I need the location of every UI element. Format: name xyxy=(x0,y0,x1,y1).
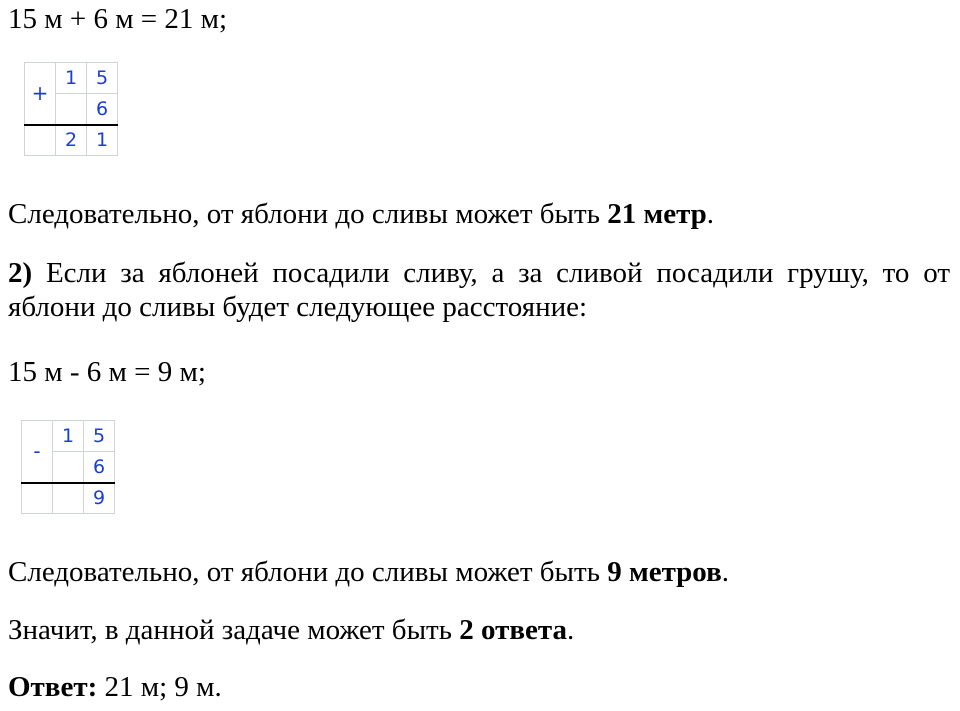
column-addition-table xyxy=(24,62,118,156)
result-cell xyxy=(53,483,84,514)
equation-addition: 15 м + 6 м = 21 м; xyxy=(8,3,228,35)
conclusion-1-text: Следовательно, от яблони до сливы может быть xyxy=(8,198,608,230)
conclusion-1 xyxy=(8,197,714,231)
digit-cell: 1 xyxy=(53,421,84,452)
plus-sign: + xyxy=(25,63,56,125)
case-2-text: Если за яблоней посадили сливу, а за сливой посадили грушу, то от яблони до сливы будет следующее расстояние: xyxy=(8,257,950,323)
conclusion-2-text: Следовательно, от яблони до сливы может быть xyxy=(8,556,608,588)
result-cell: 2 xyxy=(56,125,87,156)
equation-subtraction: 15 м - 6 м = 9 м; xyxy=(8,356,206,388)
summary-end: . xyxy=(566,614,575,646)
result-cell: 1 xyxy=(87,125,118,156)
conclusion-2-bold: 9 метров xyxy=(607,556,722,588)
summary-bold: 2 ответа xyxy=(459,614,567,646)
digit-cell: 6 xyxy=(87,94,118,125)
answer xyxy=(8,670,222,704)
result-cell: 9 xyxy=(84,483,115,514)
answer-value: 21 м; 9 м. xyxy=(97,671,222,703)
result-cell xyxy=(22,483,53,514)
summary-text: Значит, в данной задаче может быть xyxy=(8,614,460,646)
digit-cell xyxy=(53,452,84,483)
digit-cell: 1 xyxy=(56,63,87,94)
digit-cell: 5 xyxy=(84,421,115,452)
result-cell xyxy=(25,125,56,156)
answer-label: Ответ: xyxy=(8,671,98,703)
digit-cell xyxy=(56,94,87,125)
minus-sign: - xyxy=(22,421,53,483)
summary xyxy=(8,613,574,647)
conclusion-1-end: . xyxy=(706,198,715,230)
conclusion-2 xyxy=(8,555,729,589)
conclusion-1-bold: 21 метр xyxy=(607,198,707,230)
case-2-paragraph xyxy=(8,256,950,324)
conclusion-2-end: . xyxy=(721,556,729,588)
digit-cell: 6 xyxy=(84,452,115,483)
column-subtraction-table xyxy=(21,420,115,514)
digit-cell: 5 xyxy=(87,63,118,94)
case-2-number: 2) xyxy=(8,257,33,289)
